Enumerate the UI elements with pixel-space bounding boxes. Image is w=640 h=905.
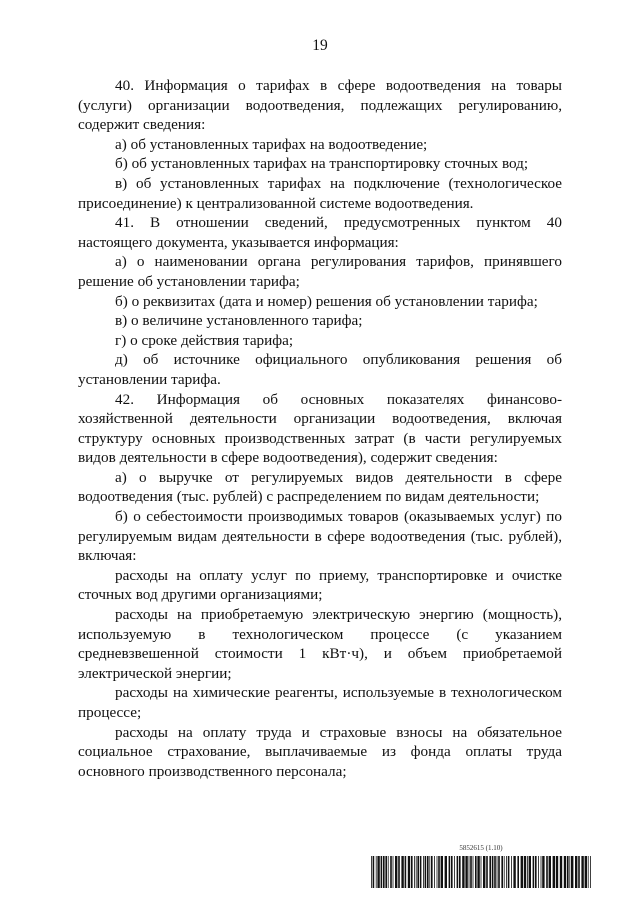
paragraph-41-b: б) о реквизитах (дата и номер) решения об установлении тарифа; bbox=[115, 292, 538, 310]
paragraph-41-d: д) об источнике официального опубликования решения об установлении тарифа. bbox=[78, 351, 562, 388]
paragraph-42-a: а) о выручке от регулируемых видов деятельности в сфере водоотведения (тыс. рублей) с распределением по видам деятельности; bbox=[78, 468, 562, 506]
paragraph-40: 40. Информация о тарифах в сфере водоотведения на товары (услуги) организации водоотведения, подлежащих регулированию, содержит сведения: bbox=[78, 77, 562, 134]
paragraph-40-v: в) об установленных тарифах на подключение (технологическое присоединение) к централизованной системе водоотведения. bbox=[78, 174, 562, 212]
document-body bbox=[78, 76, 562, 781]
paragraph-41: 41. В отношении сведений, предусмотренных пунктом 40 настоящего документа, указывается информация: bbox=[78, 214, 562, 251]
paragraph-42-b: б) о себестоимости производимых товаров (оказываемых услуг) по регулируемым видам деятельности в сфере водоотведения (тыс. рублей), включая: bbox=[78, 508, 562, 565]
paragraph-expenses-transport: расходы на оплату услуг по приему, транспортировке и очистке сточных вод другими организациями; bbox=[78, 566, 562, 604]
paragraph-expenses-electricity: расходы на приобретаемую электрическую энергию (мощность), используемую в технологическом процессе (с указанием средневзвешенной стоимости 1 кВт·ч), и объем приобретаемой электрической энергии; bbox=[78, 606, 562, 682]
paragraph-41-g: г) о сроке действия тарифа; bbox=[115, 331, 294, 349]
paragraph-40-a: а) об установленных тарифах на водоотведение; bbox=[115, 135, 428, 153]
paragraph-expenses-chemicals: расходы на химические реагенты, используемые в технологическом процессе; bbox=[78, 684, 562, 721]
paragraph-42: 42. Информация об основных показателях финансово-хозяйственной деятельности организации водоотведения, включая структуру основных производственных затрат (в части регулируемых видов деятельности в сфере водоотведения), содержит сведения: bbox=[78, 390, 562, 467]
paragraph-expenses-labor: расходы на оплату труда и страховые взносы на обязательное социальное страхование, выплачиваемые из фонда оплаты труда основного производственного персонала; bbox=[78, 723, 562, 780]
barcode-icon bbox=[371, 856, 591, 888]
barcode-caption: 5852615 (1.10) bbox=[459, 844, 503, 852]
paragraph-41-a: а) о наименовании органа регулирования тарифов, принявшего решение об установлении тарифа; bbox=[78, 253, 562, 290]
page-number: 19 bbox=[312, 37, 328, 54]
document-barcode bbox=[371, 844, 591, 890]
paragraph-41-v: в) о величине установленного тарифа; bbox=[115, 312, 363, 330]
paragraph-40-b: б) об установленных тарифах на транспортировку сточных вод; bbox=[115, 155, 529, 173]
